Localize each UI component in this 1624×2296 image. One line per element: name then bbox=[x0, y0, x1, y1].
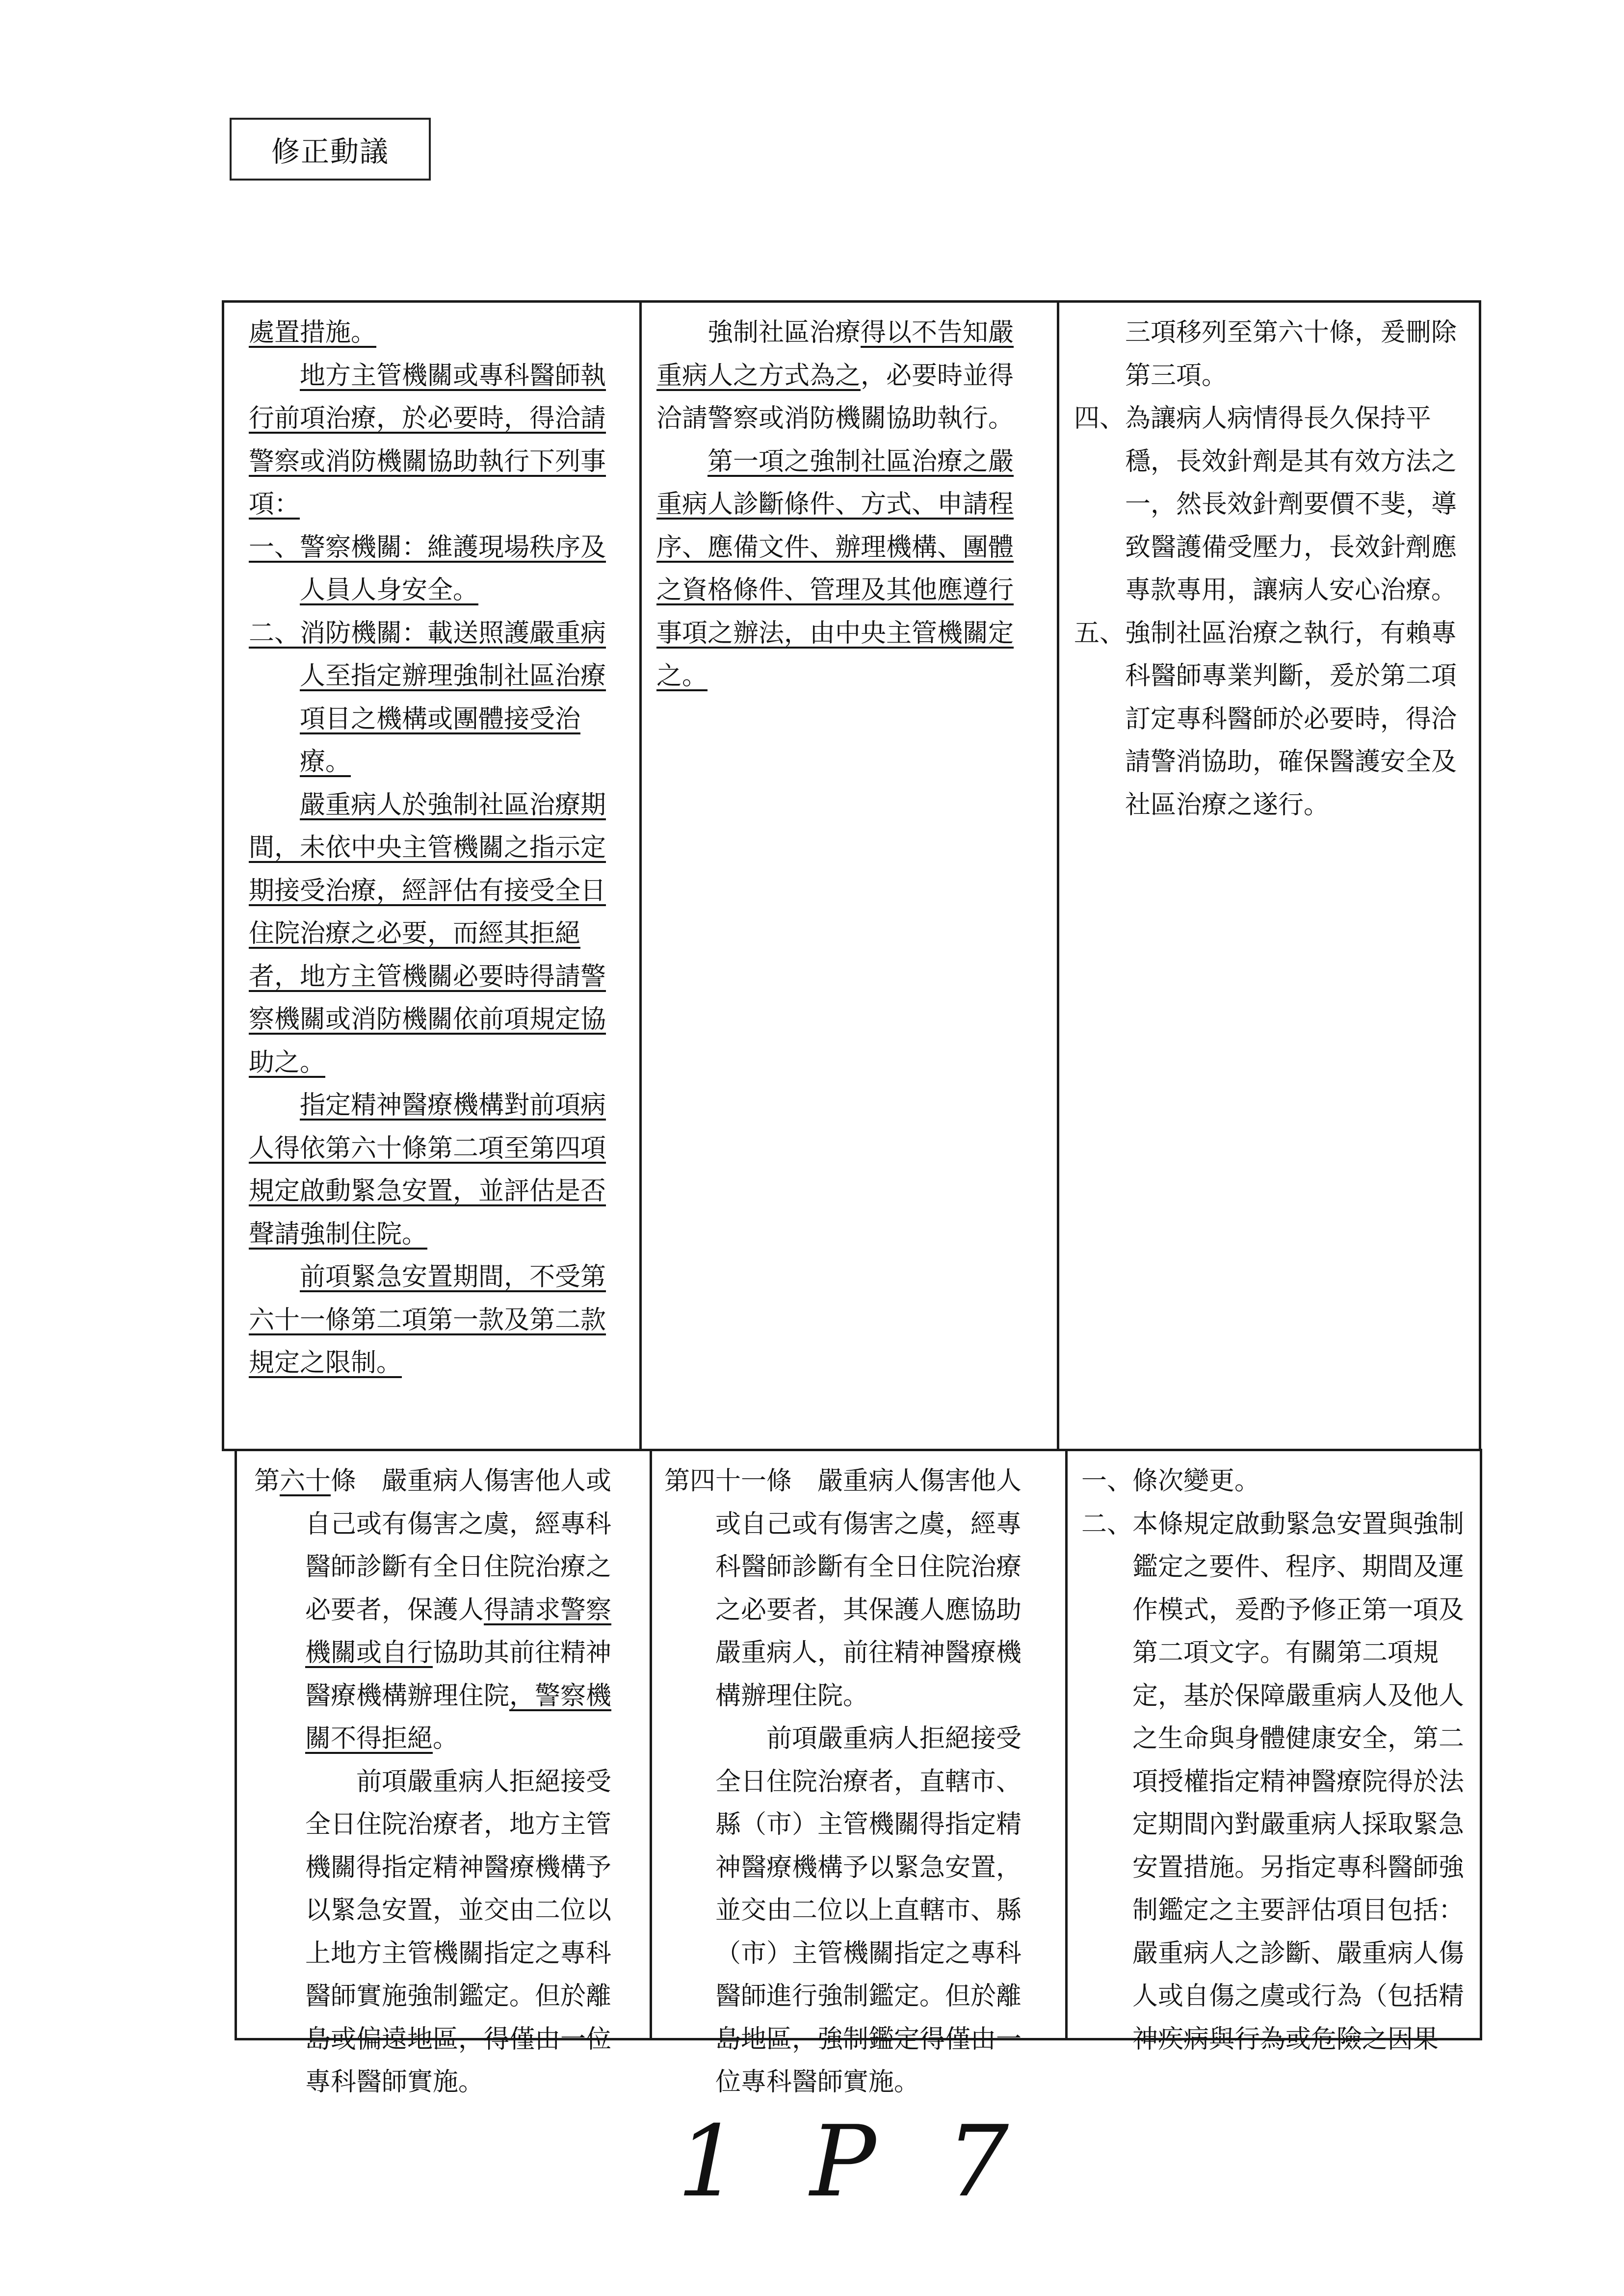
row1-col2-p1: 強制社區治療得以不告知嚴重病人之方式為之，必要時並得洽請警察或消防機關協助執行。 bbox=[656, 318, 1014, 433]
row2-col3-item1: 一、條次變更。 bbox=[1081, 1466, 1260, 1496]
row2-col2-article-41: 第四十一條 嚴重病人傷害他人或自己或有傷害之虞，經專科醫師診斷有全日住院治療之必要者，其保護人應協助嚴重病人，前往精神醫療機構辦理住院。 bbox=[664, 1466, 1022, 1711]
page-number: 1 P 7 bbox=[677, 2105, 1029, 2219]
row1-col1-item2: 二、消防機關：載送照護嚴重病人至指定辦理強制社區治療項目之機構或團體接受治療。 bbox=[249, 618, 606, 777]
row1-col3-item4: 四、為讓病人病情得長久保持平穩，長效針劑是其有效方法之一，然長效針劑要價不斐，導致醫護備受壓力，長效針劑應專款專用，讓病人安心治療。 bbox=[1074, 404, 1457, 605]
row1-col3-item5: 五、強制社區治療之執行，有賴專科醫師專業判斷，爰於第二項訂定專科醫師於必要時，得洽請警消協助，確保醫護安全及社區治療之遂行。 bbox=[1074, 618, 1457, 820]
row1-col1-cell bbox=[222, 300, 642, 1451]
row1-col1-p5: 前項緊急安置期間，不受第六十一條第二項第一款及第二款規定之限制。 bbox=[249, 1262, 606, 1378]
row1-col1-p1: 處置措施。 bbox=[249, 318, 377, 347]
row1-col2-p2: 第一項之強制社區治療之嚴重病人診斷條件、方式、申請程序、應備文件、辦理機構、團體之資格條件、管理及其他應遵行事項之辦法，由中央主管機關定之。 bbox=[656, 446, 1014, 691]
row1-col2-cell bbox=[639, 300, 1059, 1451]
row1-col1-p4: 指定精神醫療機構對前項病人得依第六十條第二項至第四項規定啟動緊急安置，並評估是否聲請強制住院。 bbox=[249, 1091, 606, 1249]
row2-col1-article-60: 第六十條 嚴重病人傷害他人或自己或有傷害之虞，經專科醫師診斷有全日住院治療之必要者，保護人得請求警察機關或自行協助其前往精神醫療機構辦理住院，警察機關不得拒絕。 bbox=[254, 1466, 612, 1753]
row1-col3-p0: 三項移列至第六十條，爰刪除第三項。 bbox=[1125, 318, 1457, 391]
row2-col3-cell bbox=[1065, 1449, 1482, 2054]
row2-col2-cell bbox=[650, 1449, 1068, 2097]
row2-col2-p2: 前項嚴重病人拒絕接受全日住院治療者，直轄市、縣（市）主管機關得指定精神醫療機構予以緊急安置，並交由二位以上直轄市、縣（市）主管機關指定之專科醫師進行強制鑑定。但於離島地區，強制鑑定得僅由一位專科醫師實施。 bbox=[715, 1724, 1022, 2097]
amendment-motion-label: 修正動議 bbox=[230, 118, 431, 181]
row1-col1-p2: 地方主管機關或專科醫師執行前項治療，於必要時，得洽請警察或消防機關協助執行下列事項： bbox=[249, 361, 606, 519]
row2-col1-p2: 前項嚴重病人拒絕接受全日住院治療者，地方主管機關得指定精神醫療機構予以緊急安置，並交由二位以上地方主管機關指定之專科醫師實施強制鑑定。但於離島或偏遠地區，得僅由一位專科醫師實施。 bbox=[305, 1767, 612, 2097]
row2-col1-cell bbox=[235, 1449, 652, 2097]
row2-col3-item2: 二、本條規定啟動緊急安置與強制鑑定之要件、程序、期間及運作模式，爰酌予修正第一項及第二項文字。有關第二項規定，基於保障嚴重病人及他人之生命與身體健康安全，第二項授權指定精神醫療院得於法定期間內對嚴重病人採取緊急安置措施。另指定專科醫師強制鑑定之主要評估項目包括：嚴重病人之診斷、嚴重病人傷人或自傷之虞或行為（包括精神疾病與行為或危險之因果 bbox=[1081, 1509, 1465, 2054]
row1-col1-p3: 嚴重病人於強制社區治療期間，未依中央主管機關之指示定期接受治療，經評估有接受全日住院治療之必要，而經其拒絕者，地方主管機關必要時得請警察機關或消防機關依前項規定協助之。 bbox=[249, 790, 606, 1077]
row1-col3-cell bbox=[1057, 300, 1481, 1451]
row1-col1-item1: 一、警察機關：維護現場秩序及人員人身安全。 bbox=[249, 532, 606, 605]
